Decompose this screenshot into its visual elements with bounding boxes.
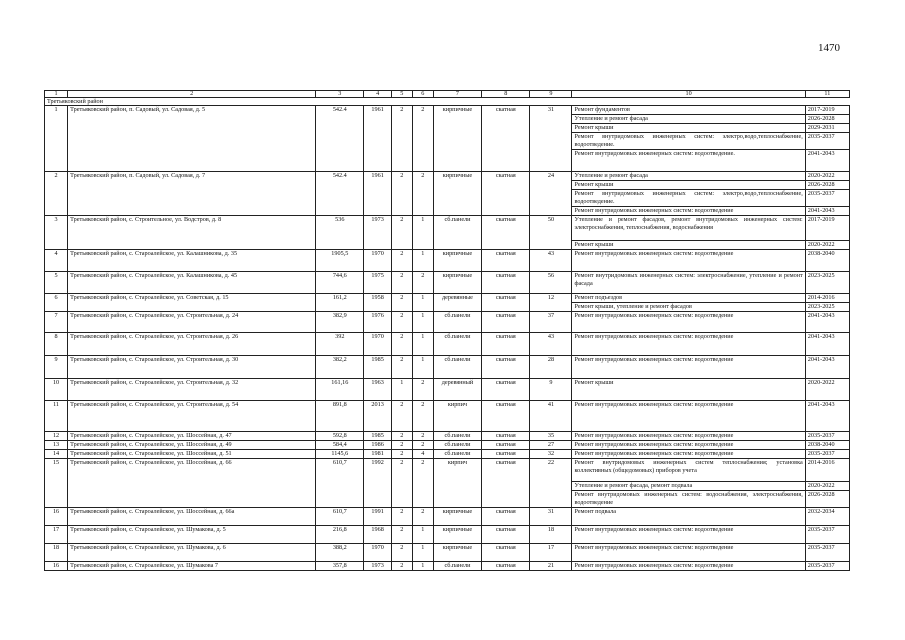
- repair-work: Ремонт внутридомовых инженерных систем: водоотведение: [572, 544, 805, 562]
- repair-period: 2038-2040: [805, 250, 849, 272]
- repair-work: Ремонт внутридомовых инженерных систем: водоотведение: [572, 356, 805, 379]
- house-apartments: 56: [530, 272, 572, 294]
- house-address: Третьяковский район, с. Староалейское, ул. Советская, д. 15: [68, 294, 316, 312]
- house-number: 6: [45, 294, 68, 312]
- repair-work: Ремонт крыши: [572, 181, 805, 190]
- house-area: 216,8: [316, 526, 364, 544]
- house-apartments: 9: [530, 379, 572, 401]
- house-floors: 2: [391, 508, 412, 526]
- house-floors: 2: [391, 432, 412, 441]
- house-apartments: 27: [530, 441, 572, 450]
- house-number: 11: [45, 401, 68, 432]
- house-floors: 2: [391, 526, 412, 544]
- house-roof: скатная: [482, 526, 530, 544]
- house-number: 1: [45, 106, 68, 172]
- table-row: [45, 508, 850, 526]
- house-year: 1958: [364, 294, 391, 312]
- house-floors: 2: [391, 250, 412, 272]
- table-row: [45, 379, 850, 401]
- page-number: 1470: [818, 42, 840, 54]
- table-row: [45, 272, 850, 294]
- house-number: 17: [45, 526, 68, 544]
- repair-work: Ремонт внутридомовых инженерных систем: электро,водо,теплоснабжение, водоотведение.: [572, 190, 805, 207]
- col-header: 10: [572, 91, 805, 98]
- house-address: Третьяковский район, с. Староалейское, ул. Шумакова, д. 5: [68, 526, 316, 544]
- house-entrances: 2: [412, 379, 433, 401]
- house-address: Третьяковский район, с. Староалейское, ул. Калашникова, д. 45: [68, 272, 316, 294]
- house-floors: 2: [391, 312, 412, 333]
- repair-period: 2035-2037: [805, 450, 849, 459]
- house-year: 1961: [364, 172, 391, 216]
- house-floors: 1: [391, 379, 412, 401]
- house-year: 1991: [364, 508, 391, 526]
- col-header: 7: [433, 91, 481, 98]
- house-entrances: 1: [412, 333, 433, 356]
- house-roof: скатная: [482, 401, 530, 432]
- table-row: [45, 401, 850, 432]
- repair-period: 2023-2025: [805, 303, 849, 312]
- repair-work: Ремонт внутридомовых инженерных систем: водоснабжения, электроснабжения, водоотведение: [572, 491, 805, 508]
- table-row: [45, 250, 850, 272]
- table-row: [45, 172, 850, 181]
- house-roof: скатная: [482, 562, 530, 571]
- repair-period: 2035-2037: [805, 562, 849, 571]
- house-roof: скатная: [482, 172, 530, 216]
- house-area: 542.4: [316, 172, 364, 216]
- house-entrances: 1: [412, 294, 433, 312]
- house-year: 1973: [364, 562, 391, 571]
- repair-period: 2041-2043: [805, 150, 849, 172]
- repair-period: 2014-2016: [805, 294, 849, 303]
- house-floors: 2: [391, 459, 412, 508]
- house-apartments: 41: [530, 401, 572, 432]
- table-row: [45, 441, 850, 450]
- repair-period: 2035-2037: [805, 190, 849, 207]
- house-walls: деревянный: [433, 379, 481, 401]
- house-year: 1961: [364, 106, 391, 172]
- house-address: Третьяковский район, п. Садовый, ул. Садовая, д. 7: [68, 172, 316, 216]
- house-area: 744,6: [316, 272, 364, 294]
- repair-period: 2020-2022: [805, 241, 849, 250]
- col-header: 4: [364, 91, 391, 98]
- repair-work: Ремонт внутридомовых инженерных систем: водоотведение: [572, 526, 805, 544]
- repair-period: 2014-2016: [805, 459, 849, 482]
- house-year: 1992: [364, 459, 391, 508]
- house-number: 16: [45, 562, 68, 571]
- house-area: 1905,5: [316, 250, 364, 272]
- house-number: 8: [45, 333, 68, 356]
- house-entrances: 1: [412, 356, 433, 379]
- house-address: Третьяковский район, с. Староалейское, ул. Шоссейная, д. 51: [68, 450, 316, 459]
- repair-period: 2035-2037: [805, 544, 849, 562]
- column-number-row: [45, 91, 850, 98]
- repair-period: 2020-2022: [805, 482, 849, 491]
- house-address: Третьяковский район, с. Староалейское, ул. Калашникова, д. 35: [68, 250, 316, 272]
- house-number: 10: [45, 379, 68, 401]
- house-floors: 2: [391, 544, 412, 562]
- repair-work: Ремонт подвала: [572, 508, 805, 526]
- house-entrances: 2: [412, 272, 433, 294]
- house-number: 16: [45, 508, 68, 526]
- house-apartments: 37: [530, 312, 572, 333]
- house-walls: деревянные: [433, 294, 481, 312]
- col-header: 2: [68, 91, 316, 98]
- col-header: 11: [805, 91, 849, 98]
- repair-work: Ремонт крыши: [572, 124, 805, 133]
- capital-repair-table: [44, 90, 850, 571]
- house-entrances: 2: [412, 432, 433, 441]
- house-area: 610,7: [316, 508, 364, 526]
- house-year: 1968: [364, 526, 391, 544]
- repair-period: 2041-2043: [805, 207, 849, 216]
- house-entrances: 2: [412, 508, 433, 526]
- repair-work: Ремонт внутридомовых инженерных систем: водоотведение: [572, 432, 805, 441]
- house-address: Третьяковский район, с. Староалейское, ул. Шумакова 7: [68, 562, 316, 571]
- repair-work: Ремонт внутридомовых инженерных систем теплоснабжения; установка коллективных (общедомовых) приборов учета: [572, 459, 805, 482]
- house-floors: 2: [391, 106, 412, 172]
- house-number: 2: [45, 172, 68, 216]
- house-walls: сб.панели: [433, 356, 481, 379]
- house-floors: 2: [391, 356, 412, 379]
- table-row: [45, 312, 850, 333]
- house-year: 1963: [364, 379, 391, 401]
- house-number: 7: [45, 312, 68, 333]
- table-row: [45, 459, 850, 482]
- house-area: 357,8: [316, 562, 364, 571]
- house-year: 1981: [364, 450, 391, 459]
- repair-work: Утепление и ремонт фасада: [572, 115, 805, 124]
- district-title: Третьяковский район: [45, 98, 850, 106]
- house-number: 12: [45, 432, 68, 441]
- house-entrances: 2: [412, 106, 433, 172]
- house-floors: 2: [391, 450, 412, 459]
- house-address: Третьяковский район, с. Староалейское, ул. Строительная, д. 54: [68, 401, 316, 432]
- house-address: Третьяковский район, с. Староалейское, ул. Шумакова, д. 6: [68, 544, 316, 562]
- house-walls: кирпичные: [433, 272, 481, 294]
- house-roof: скатная: [482, 356, 530, 379]
- house-number: 18: [45, 544, 68, 562]
- repair-period: 2017-2019: [805, 106, 849, 115]
- house-roof: скатная: [482, 106, 530, 172]
- house-walls: кирпичные: [433, 172, 481, 216]
- repair-period: 2026-2028: [805, 491, 849, 508]
- house-walls: кирпич: [433, 459, 481, 508]
- house-entrances: 1: [412, 544, 433, 562]
- house-floors: 2: [391, 333, 412, 356]
- house-number: 15: [45, 459, 68, 508]
- house-entrances: 1: [412, 216, 433, 250]
- repair-period: 2035-2037: [805, 133, 849, 150]
- house-roof: скатная: [482, 450, 530, 459]
- col-header: 6: [412, 91, 433, 98]
- house-entrances: 2: [412, 172, 433, 216]
- house-number: 5: [45, 272, 68, 294]
- house-area: 536: [316, 216, 364, 250]
- table-row: [45, 450, 850, 459]
- repair-work: Ремонт внутридомовых инженерных систем: водоотведение: [572, 401, 805, 432]
- house-roof: скатная: [482, 544, 530, 562]
- house-area: 392: [316, 333, 364, 356]
- house-roof: скатная: [482, 508, 530, 526]
- repair-work: Ремонт внутридомовых инженерных систем: водоотведение: [572, 312, 805, 333]
- repair-work: Ремонт крыши: [572, 241, 805, 250]
- house-walls: кирпичные: [433, 106, 481, 172]
- house-area: 382,2: [316, 356, 364, 379]
- repair-period: 2026-2028: [805, 181, 849, 190]
- house-apartments: 43: [530, 333, 572, 356]
- table-header: [45, 91, 850, 98]
- table-row: [45, 356, 850, 379]
- repair-work: Ремонт крыши: [572, 379, 805, 401]
- table-row: [45, 562, 850, 571]
- house-roof: скатная: [482, 379, 530, 401]
- repair-period: 2029-2031: [805, 124, 849, 133]
- repair-period: 2017-2019: [805, 216, 849, 241]
- repair-period: 2035-2037: [805, 432, 849, 441]
- house-walls: сб.панели: [433, 312, 481, 333]
- house-roof: скатная: [482, 272, 530, 294]
- house-address: Третьяковский район, с. Староалейское, ул. Строительная, д. 26: [68, 333, 316, 356]
- repair-work: Ремонт внутридомовых инженерных систем: электроснабжение, утепление и ремонт фасада: [572, 272, 805, 294]
- repair-work: Ремонт внутридомовых инженерных систем: водоотведение: [572, 562, 805, 571]
- house-number: 13: [45, 441, 68, 450]
- table-row: [45, 544, 850, 562]
- repair-period: 2038-2040: [805, 441, 849, 450]
- house-entrances: 1: [412, 526, 433, 544]
- house-walls: сб.панели: [433, 333, 481, 356]
- repair-period: 2041-2043: [805, 356, 849, 379]
- house-address: Третьяковский район, с. Староалейское, ул. Шоссейная, д. 66: [68, 459, 316, 508]
- house-apartments: 43: [530, 250, 572, 272]
- house-area: 592,8: [316, 432, 364, 441]
- house-year: 1970: [364, 544, 391, 562]
- house-walls: сб.панели: [433, 562, 481, 571]
- house-floors: 2: [391, 562, 412, 571]
- house-area: 891,8: [316, 401, 364, 432]
- repair-period: 2041-2043: [805, 401, 849, 432]
- col-header: 9: [530, 91, 572, 98]
- repair-work: Утепление и ремонт фасада: [572, 172, 805, 181]
- repair-period: 2035-2037: [805, 526, 849, 544]
- house-area: 610,7: [316, 459, 364, 508]
- house-apartments: 35: [530, 432, 572, 441]
- repair-period: 2032-2034: [805, 508, 849, 526]
- house-entrances: 1: [412, 312, 433, 333]
- house-address: Третьяковский район, с. Староалейское, ул. Строительная, д. 32: [68, 379, 316, 401]
- house-apartments: 50: [530, 216, 572, 250]
- house-walls: кирпич: [433, 401, 481, 432]
- repair-period: 2020-2022: [805, 379, 849, 401]
- house-floors: 2: [391, 441, 412, 450]
- house-roof: скатная: [482, 441, 530, 450]
- house-walls: сб.панели: [433, 432, 481, 441]
- house-apartments: 32: [530, 450, 572, 459]
- house-apartments: 24: [530, 172, 572, 216]
- house-apartments: 31: [530, 106, 572, 172]
- house-roof: скатная: [482, 459, 530, 508]
- house-year: 1970: [364, 333, 391, 356]
- repair-work: Ремонт внутридомовых инженерных систем: водоотведение: [572, 450, 805, 459]
- house-walls: кирпичные: [433, 250, 481, 272]
- house-entrances: 1: [412, 562, 433, 571]
- repair-work: Ремонт фундаментов: [572, 106, 805, 115]
- house-entrances: 2: [412, 459, 433, 508]
- house-apartments: 22: [530, 459, 572, 508]
- house-area: 382,9: [316, 312, 364, 333]
- table-row: [45, 526, 850, 544]
- house-walls: сб.панели: [433, 450, 481, 459]
- table-body: [45, 98, 850, 571]
- house-address: Третьяковский район, с. Староалейское, ул. Шоссейная, д. 49: [68, 441, 316, 450]
- house-number: 9: [45, 356, 68, 379]
- house-address: Третьяковский район, п. Садовый, ул. Садовая, д. 5: [68, 106, 316, 172]
- house-walls: сб.панели: [433, 441, 481, 450]
- house-entrances: 2: [412, 401, 433, 432]
- house-number: 3: [45, 216, 68, 250]
- house-entrances: 1: [412, 250, 433, 272]
- house-entrances: 4: [412, 450, 433, 459]
- repair-work: Ремонт внутридомовых инженерных систем: электро,водо,теплоснабжение, водоотведение.: [572, 133, 805, 150]
- house-year: 1970: [364, 250, 391, 272]
- house-roof: скатная: [482, 250, 530, 272]
- table-row: [45, 294, 850, 303]
- house-area: 161,16: [316, 379, 364, 401]
- house-year: 1976: [364, 312, 391, 333]
- house-entrances: 2: [412, 441, 433, 450]
- col-header: 3: [316, 91, 364, 98]
- repair-work: Ремонт внутридомовых инженерных систем: водоотведение: [572, 207, 805, 216]
- repair-period: 2026-2028: [805, 115, 849, 124]
- house-number: 4: [45, 250, 68, 272]
- table-row: [45, 106, 850, 115]
- house-roof: скатная: [482, 294, 530, 312]
- house-walls: сб.панели: [433, 216, 481, 250]
- district-row: [45, 98, 850, 106]
- house-apartments: 31: [530, 508, 572, 526]
- house-walls: кирпичные: [433, 544, 481, 562]
- house-year: 1973: [364, 216, 391, 250]
- house-year: 1986: [364, 441, 391, 450]
- col-header: 5: [391, 91, 412, 98]
- house-area: 1145,6: [316, 450, 364, 459]
- repair-period: 2041-2043: [805, 312, 849, 333]
- house-area: 584,4: [316, 441, 364, 450]
- repair-work: Ремонт подъездов: [572, 294, 805, 303]
- col-header: 8: [482, 91, 530, 98]
- house-walls: кирпичные: [433, 508, 481, 526]
- house-roof: скатная: [482, 333, 530, 356]
- house-apartments: 28: [530, 356, 572, 379]
- house-apartments: 12: [530, 294, 572, 312]
- repair-period: 2023-2025: [805, 272, 849, 294]
- house-apartments: 18: [530, 526, 572, 544]
- house-year: 1985: [364, 432, 391, 441]
- house-area: 161,2: [316, 294, 364, 312]
- table-row: [45, 216, 850, 241]
- house-address: Третьяковский район, с. Строительное, ул. Водстров, д. 8: [68, 216, 316, 250]
- house-floors: 2: [391, 272, 412, 294]
- repair-work: Утепление и ремонт фасадов, ремонт внутридомовых инженерных систем: электроснабжения, теплоснабжения, водоснабжения: [572, 216, 805, 241]
- col-header: 1: [45, 91, 68, 98]
- house-address: Третьяковский район, с. Староалейское, ул. Шоссейная, д. 66а: [68, 508, 316, 526]
- house-apartments: 21: [530, 562, 572, 571]
- house-number: 14: [45, 450, 68, 459]
- house-floors: 2: [391, 294, 412, 312]
- repair-work: Ремонт крыши, утепление и ремонт фасадов: [572, 303, 805, 312]
- house-area: 542.4: [316, 106, 364, 172]
- repair-period: 2020-2022: [805, 172, 849, 181]
- house-year: 2013: [364, 401, 391, 432]
- house-apartments: 17: [530, 544, 572, 562]
- repair-work: Ремонт внутридомовых инженерных систем: водоотведение: [572, 250, 805, 272]
- repair-period: 2041-2043: [805, 333, 849, 356]
- repair-work: Ремонт внутридомовых инженерных систем: водоотведение.: [572, 150, 805, 172]
- house-floors: 2: [391, 401, 412, 432]
- house-roof: скатная: [482, 312, 530, 333]
- house-address: Третьяковский район, с. Староалейское, ул. Строительная, д. 30: [68, 356, 316, 379]
- house-floors: 2: [391, 172, 412, 216]
- repair-work: Ремонт внутридомовых инженерных систем: водоотведение: [572, 441, 805, 450]
- repair-work: Утепление и ремонт фасада, ремонт подвала: [572, 482, 805, 491]
- house-area: 388,2: [316, 544, 364, 562]
- house-roof: скатная: [482, 216, 530, 250]
- table-row: [45, 432, 850, 441]
- house-roof: скатная: [482, 432, 530, 441]
- house-year: 1985: [364, 356, 391, 379]
- table-row: [45, 333, 850, 356]
- house-address: Третьяковский район, с. Староалейское, ул. Строительная, д. 24: [68, 312, 316, 333]
- house-floors: 2: [391, 216, 412, 250]
- house-walls: кирпичные: [433, 526, 481, 544]
- house-address: Третьяковский район, с. Староалейское, ул. Шоссейная, д. 47: [68, 432, 316, 441]
- house-year: 1975: [364, 272, 391, 294]
- repair-work: Ремонт внутридомовых инженерных систем: водоотведение: [572, 333, 805, 356]
